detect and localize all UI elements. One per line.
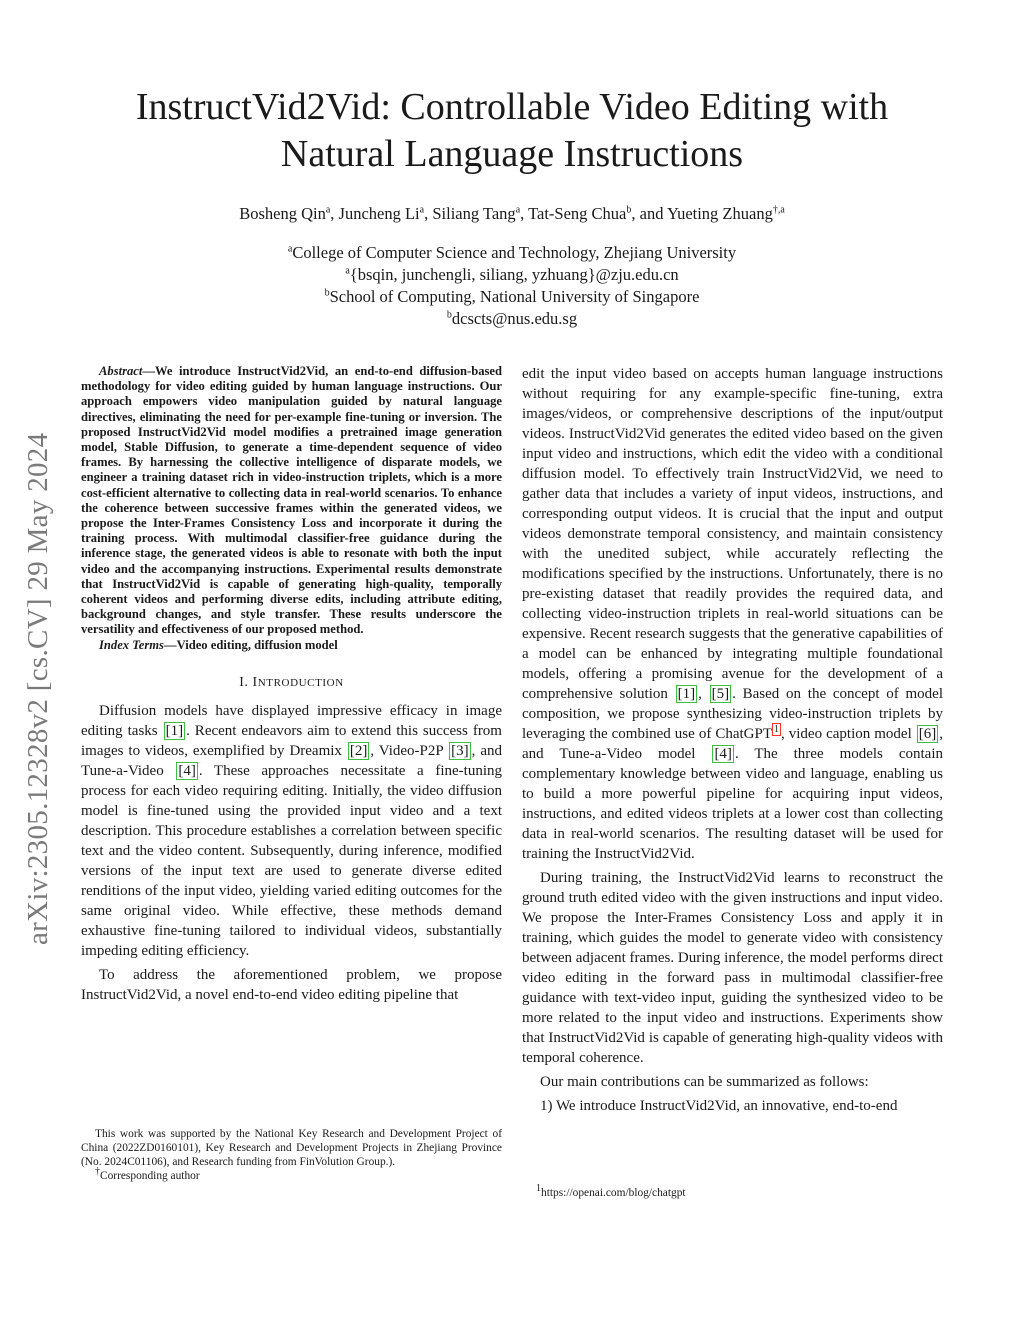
affiliation-line <box>60 286 964 308</box>
text-run: , <box>698 686 709 702</box>
title-line-2: Natural Language Instructions <box>280 133 744 175</box>
title-line-1: InstructVid2Vid: Controllable Video Editing with <box>135 86 889 128</box>
section-title-rest: NTRODUCTION <box>257 676 344 689</box>
right-paragraph-1 <box>522 364 943 864</box>
affiliation-line <box>60 242 964 264</box>
index-terms <box>81 638 502 653</box>
affiliation-text: College of Computer Science and Technology, Zhejiang University <box>292 243 737 262</box>
author-name: , and Yueting Zhuang <box>631 204 773 223</box>
footnote-chatgpt <box>522 1183 943 1200</box>
author-name: , Tat-Seng Chua <box>520 204 627 223</box>
right-paragraph-4: 1) We introduce InstructVid2Vid, an innovative, end-to-end <box>540 1098 898 1114</box>
text-run: , and Tune-a-Video model <box>522 726 944 762</box>
email-text: dcscts@nus.edu.sg <box>451 309 578 328</box>
affiliation-line <box>60 264 964 286</box>
citation-link[interactable]: [2] <box>349 742 368 759</box>
paper-title <box>60 84 964 178</box>
author-name: , Siliang Tang <box>424 204 516 223</box>
section-number: I. <box>239 673 253 689</box>
author-affiliation-mark: a <box>515 204 521 216</box>
section-heading-introduction <box>81 674 502 690</box>
abstract-label: Abstract <box>99 364 143 378</box>
right-paragraph-2: During training, the InstructVid2Vid learns to reconstruct the ground truth edited video with the given instructions and input video. We propose the Inter-Frames Consistency Loss and apply it in training, which guides the model to generate video with consistency between adjacent frames. During inference, the model performs direct video editing in the forward pass in multimodal classifier-free guidance with text-video input, guiding the synthesized video to be more related to the input video and instructions. Experiments show that InstructVid2Vid is capable of generating high-quality videos with temporal coherence. <box>522 870 943 1066</box>
footnote-mark: † <box>95 1166 100 1178</box>
citation-link[interactable]: [4] <box>714 746 732 762</box>
text-run: . The three models contain complementary knowledge between video and language, enabling us to build a more powerful pipeline for acquiring input videos, instructions, and edited videos triplets at a lower cost than collecting data in real-world scenarios. The resulting dataset will be used for training the InstructVid2Vid. <box>522 746 943 862</box>
text-run: . Based on the concept of model composition, we propose synthesizing video-instruction triplets by leveraging the combined use of ChatGPT <box>522 686 943 742</box>
citation-link[interactable]: [4] <box>178 762 196 779</box>
text-run: . Recent endeavors aim to extend this success from images to videos, exemplified by Dreamix <box>81 722 502 759</box>
footnote-url-line <box>522 1183 943 1200</box>
text-run: . These approaches necessitate a fine-tuning process for each video requiring editing. Initially, the video diffusion model is fine-tuned using the provided input video and a text description. This procedure establishes a correlation between specific text and the video content. Subsequently, during inference, modified versions of the input text are used to generate diverse edited renditions of the input video, yielding varied editing outcomes for the same original video. While effective, these methods demand exhaustive fine-tuning tailored to individual videos, substantially impeding editing efficiency. <box>81 762 502 959</box>
affiliation-mark: a <box>345 265 350 277</box>
affiliation-mark: b <box>324 287 330 299</box>
abstract-text: —We introduce InstructVid2Vid, an end-to-end diffusion-based methodology for video editing guided by human language instructions. Our approach empowers video manipulation guided by natural language directives, eliminating the need for per-example fine-tuning or inversion. The proposed InstructVid2Vid model modifies a pretrained image generation model, Stable Diffusion, to generate a time-dependent sequence of video frames. By harnessing the collective intelligence of disparate models, we engineer a training dataset rich in video-instruction triplets, which is a more cost-efficient alternative to collecting data in real-world scenarios. To enhance the coherence between successive frames within the generated videos, we propose the Inter-Frames Consistency Loss and incorporate it during the training process. With multimodal classifier-free guidance during the inference stage, the generated videos is able to resonate with both the input video and the accompanying instructions. Experimental results demonstrate that InstructVid2Vid is capable of generating high-quality, temporally coherent videos and performing diverse edits, including attribute editing, background changes, and style transfer. These results underscore the versatility and effectiveness of our proposed method. <box>81 364 502 637</box>
intro-paragraph-1 <box>81 701 502 961</box>
affiliation-line <box>60 308 964 330</box>
affiliation-mark: a <box>287 243 293 255</box>
author-list <box>60 203 964 225</box>
author-name: Bosheng Qin <box>239 204 326 223</box>
footnote-text: Corresponding author <box>100 1170 200 1182</box>
text-run: edit the input video based on accepts human language instructions without requiring for any example-specific fine-tuning, extra images/videos, or comprehensive descriptions of the input/output videos. InstructVid2Vid generates the edited video based on the given input video and instructions, which edit the video with a conditional diffusion model. To effectively train InstructVid2Vid, we need to gather data that includes a variety of input videos, instructions, and corresponding output videos. It is crucial that the input and output videos demonstrate temporal consistency, and maintain consistency with the unedited subject, while accurately reflecting the modifications specified by the instructions. Unfortunately, there is no pre-existing dataset that readily provides the required data, and collecting video-instruction triplets in real-world situations can be expensive. Recent research suggests that the generative capabilities of a model can be enhanced by integrating multiple foundational models, offering a promising avenue for the development of a comprehensive solution <box>522 366 943 702</box>
text-run: , Video-P2P <box>370 742 449 759</box>
index-terms-text: —Video editing, diffusion model <box>163 637 338 652</box>
intro-paragraph-2: To address the aforementioned problem, we propose InstructVid2Vid, a novel end-to-end video editing pipeline that <box>81 966 502 1003</box>
footnote-mark: 1 <box>536 1183 541 1195</box>
affiliation-text: School of Computing, National University of Singapore <box>329 287 700 306</box>
citation-link[interactable]: [6] <box>918 726 937 742</box>
index-terms-label: Index Terms <box>99 637 164 652</box>
email-text: {bsqin, junchengli, siliang, yzhuang}@zju.edu.cn <box>349 265 679 284</box>
left-column <box>81 364 502 1005</box>
author-affiliation-mark: †,a <box>772 204 785 216</box>
right-column <box>522 364 943 1116</box>
author-affiliation-mark: a <box>419 204 425 216</box>
author-affiliation-mark: a <box>325 204 331 216</box>
abstract <box>81 364 502 638</box>
citation-link[interactable]: [1] <box>165 722 184 739</box>
right-paragraph-3: Our main contributions can be summarized as follows: <box>540 1074 869 1090</box>
footnote-funding-text: This work was supported by the National Key Research and Development Project of China (2022ZD0160101), Key Research and Development Projects in Zhejiang Province (No. 2024C01106), and Research funding from FinVolution Group.). <box>81 1128 502 1168</box>
citation-link[interactable]: [3] <box>451 742 469 759</box>
arxiv-identifier: arXiv:2305.12328v2 [cs.CV] 29 May 2024 <box>22 432 54 945</box>
footnote-funding <box>81 1127 502 1183</box>
affiliations <box>60 242 964 330</box>
text-run: , and Tune-a-Video <box>81 742 502 779</box>
footnote-corresponding <box>81 1166 502 1183</box>
citation-link[interactable]: [1] <box>677 686 696 702</box>
text-run: Diffusion models have displayed impressive efficacy in image editing tasks <box>81 702 502 739</box>
section-title-initial: I <box>252 673 258 689</box>
author-affiliation-mark: b <box>626 204 632 216</box>
footnote-url[interactable]: https://openai.com/blog/chatgpt <box>541 1187 686 1199</box>
affiliation-mark: b <box>446 309 452 321</box>
author-name: , Juncheng Li <box>330 204 420 223</box>
citation-link[interactable]: [5] <box>711 686 730 702</box>
text-run: , video caption model <box>781 726 916 742</box>
footnote-link[interactable]: 1 <box>774 724 779 735</box>
